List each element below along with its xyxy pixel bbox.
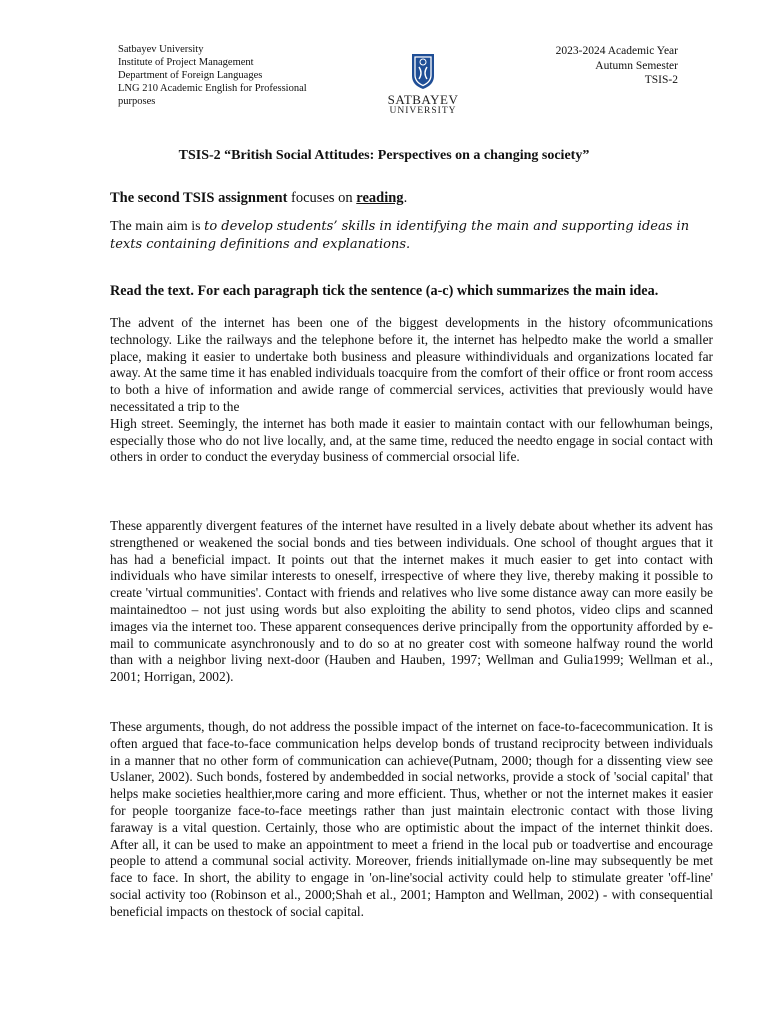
header-department: Department of Foreign Languages <box>118 70 263 81</box>
aim-italic: to develop students’ skills in identifying the main and supporting ideas in texts containing definitions and explanations. <box>110 219 690 252</box>
university-shield-icon <box>410 52 436 90</box>
header-semester: Autumn Semester <box>595 59 678 72</box>
document-title: TSIS-2 “British Social Attitudes: Perspectives on a changing society” <box>178 148 590 163</box>
paragraph-2: These apparently divergent features of the internet have resulted in a lively debate about whether its advent has strengthened or weakened the social bonds and ties between individuals. One school of thought argues that it has had a beneficial impact. It points out that the internet makes it much easier to get into contact with individuals who have similar interests to oneself, irrespective of where they live, thereby making it possible to create 'virtual communities'. Contact with friends and relatives who live some distance away can more easily be maintainedtoo – not just using words but also exploiting the ability to send photos, video clips and scanned images via the internet too. These apparent consequences derive principally from the opportunity afforded by e-mail to communicate asynchronously and to do so at no greater cost with someone halfway round the world than with a neighbor living next-door (Hauben and Hauben, 1997; Wellman and Gulia1999; Wellman et al., 2001; Horrigan, 2002). <box>110 518 713 685</box>
paragraph-1-part-b: High street. Seemingly, the internet has both made it easier to maintain contact with our fellowhuman beings, especially those who do not live locally, and, at the same time, reduced the needto engage in social contact with others in order to conduct the everyday business of commercial orsocial life. <box>110 415 713 465</box>
header-tsis: TSIS-2 <box>644 74 678 86</box>
intro-reading: reading <box>356 190 404 206</box>
header-course: LNG 210 Academic English for Professional <box>118 83 307 94</box>
paragraph-3: These arguments, though, do not address the possible impact of the internet on face-to-facecommunication. It is often argued that face-to-face communication helps develop bonds of trustand reciprocity between individuals in a manner that no other form of communication can achieve(Putnam, 2000; though for a dissenting view see Uslaner, 2002). Such bonds, fostered by andembedded in social networks, provide a stock of 'social capital' that helps make societies healthier,more caring and more efficient. Thus, whether or not the internet makes it easier for people toorganize face-to-face meetings rather than just maintain electronic contact with those living faraway is a vital question. Certainly, those who are optimistic about the impact of the internet thinkit does. After all, it can be used to make an appointment to meet a friend in the local pub or toadvertise and encourage people to attend a communal social activity. Moreover, friends initiallymade on-line may subsequently be met face to face. In short, the ability to engage in 'on-line'social activity could help to stimulate greater 'off-line' social activity too (Robinson et al., 2000;Shah et al., 2001; Hampton and Wellman, 2002) - with consequential beneficial impacts on thestock of social capital. <box>110 719 713 919</box>
logo-sub: UNIVERSITY <box>389 106 457 116</box>
intro-bold: The second TSIS assignment <box>110 190 288 206</box>
intro-end: . <box>403 190 408 206</box>
paragraph-1-part-a: The advent of the internet has been one of the biggest developments in the history ofcommunications technology. Like the railways and the telephone before it, the internet has helpedto make the world a smaller place, making it easier to undertake both business and pleasure withindividuals and organizations located far away. At the same time it has enabled individuals toacquire from the comfort of their office or front room access to both a hive of information and awide range of commercial services, activities that previously would have necessitated a trip to the <box>110 315 713 414</box>
logo-name: SATBAYEV <box>387 92 459 107</box>
paragraph-1 <box>110 315 713 466</box>
assignment-intro <box>110 190 407 207</box>
header-academic-year: 2023-2024 Academic Year <box>555 45 678 57</box>
header-institution-block <box>118 43 338 108</box>
header-term-block <box>478 44 678 88</box>
header-course-cont: purposes <box>118 96 156 107</box>
header-university: Satbayev University <box>118 44 204 55</box>
intro-mid: focuses on <box>287 190 357 206</box>
task-instruction: Read the text. For each paragraph tick the sentence (a-c) which summarizes the main idea. <box>110 283 659 299</box>
aim-lead: The main aim is <box>110 219 205 234</box>
university-logo <box>378 52 468 117</box>
assignment-aim <box>110 218 713 254</box>
header-institute: Institute of Project Management <box>118 57 254 68</box>
